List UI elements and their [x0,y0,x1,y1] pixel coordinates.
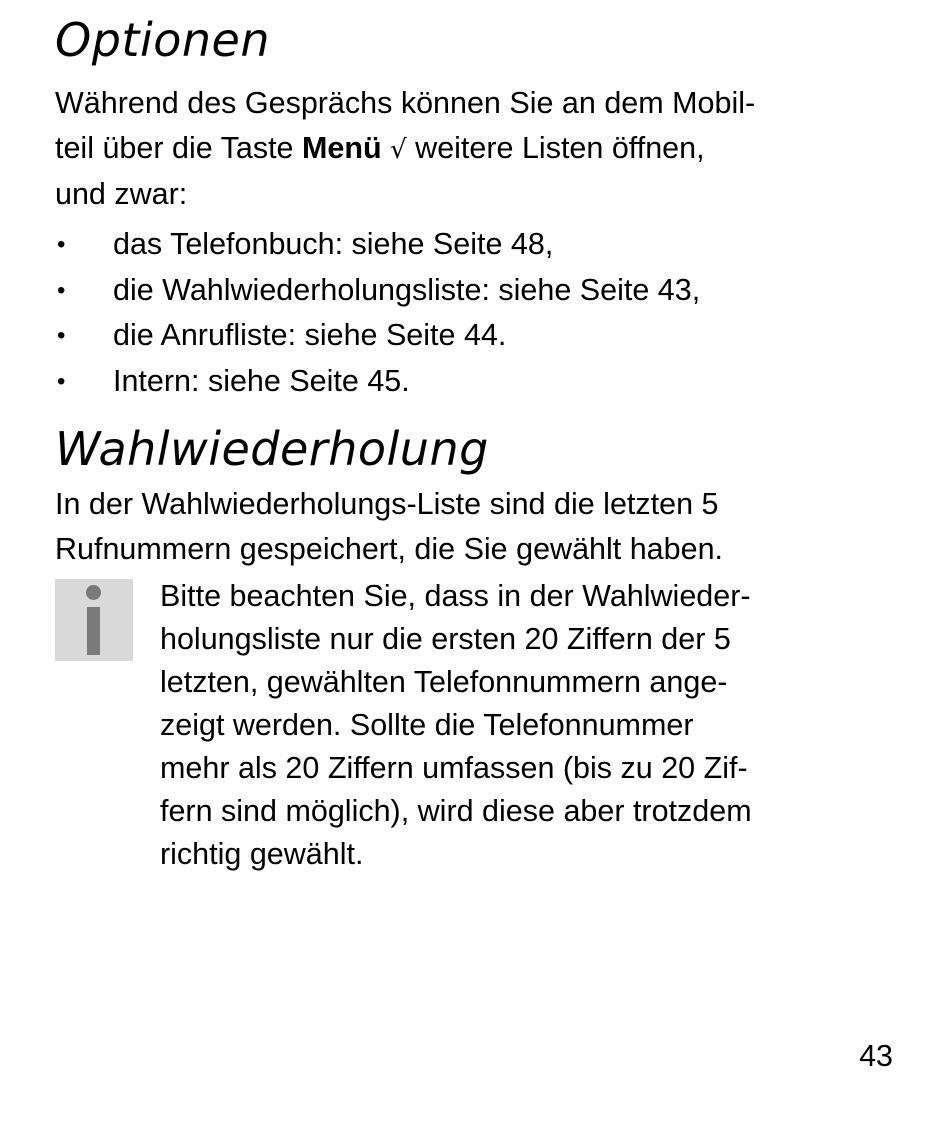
bullet-icon: • [57,367,66,395]
list-item [55,359,905,405]
optionen-paragraph [55,81,905,217]
info-icon [55,579,133,661]
note-line: letzten, gewählten Telefonnummern ange- [160,665,728,699]
paragraph-line: Während des Gesprächs können Sie an dem Mobil- [55,86,756,120]
paragraph-line: In der Wahlwiederholungs-Liste sind die letzten 5 [55,487,719,521]
note-line: fern sind möglich), wird diese aber trotzdem [160,794,752,828]
list-item [55,222,905,268]
paragraph-line: und zwar: [55,177,188,211]
page-number: 43 [859,1039,893,1073]
note-line: holungsliste nur die ersten 20 Ziffern der 5 [160,622,731,656]
list-item-text: die Wahlwiederholungsliste: siehe Seite 43, [113,272,701,307]
note-line: mehr als 20 Ziffern umfassen (bis zu 20 Zif- [160,751,748,785]
bullet-icon: • [57,231,66,258]
list-item [55,268,905,314]
note-line: richtig gewählt. [160,837,364,871]
note-line: Bitte beachten Sie, dass in der Wahlwieder- [160,579,751,613]
list-item-text: das Telefonbuch: siehe Seite 48, [113,227,554,261]
bullet-icon: • [57,322,66,349]
menu-key-label: Menü [301,130,382,165]
section-heading-wahlwiederholung: Wahlwiederholung [55,422,489,476]
check-symbol-icon: √ [390,134,407,165]
section-heading-optionen: Optionen [55,13,270,67]
info-icon-dot [86,585,101,600]
wahlwiederholung-paragraph [55,482,905,571]
options-list [55,222,905,404]
paragraph-line [55,126,905,173]
paragraph-text: weitere Listen öffnen, [415,130,705,165]
bullet-icon: • [57,276,66,304]
paragraph-text: teil über die Taste [55,130,302,165]
list-item [55,313,905,359]
list-item-text: die Anrufliste: siehe Seite 44. [113,318,507,352]
info-icon-stem [87,607,100,655]
info-note [160,575,752,876]
paragraph-line: Rufnummern gespeichert, die Sie gewählt haben. [55,531,724,566]
list-item-text: Intern: siehe Seite 45. [113,363,410,398]
note-line: zeigt werden. Sollte die Telefonnummer [160,708,694,742]
